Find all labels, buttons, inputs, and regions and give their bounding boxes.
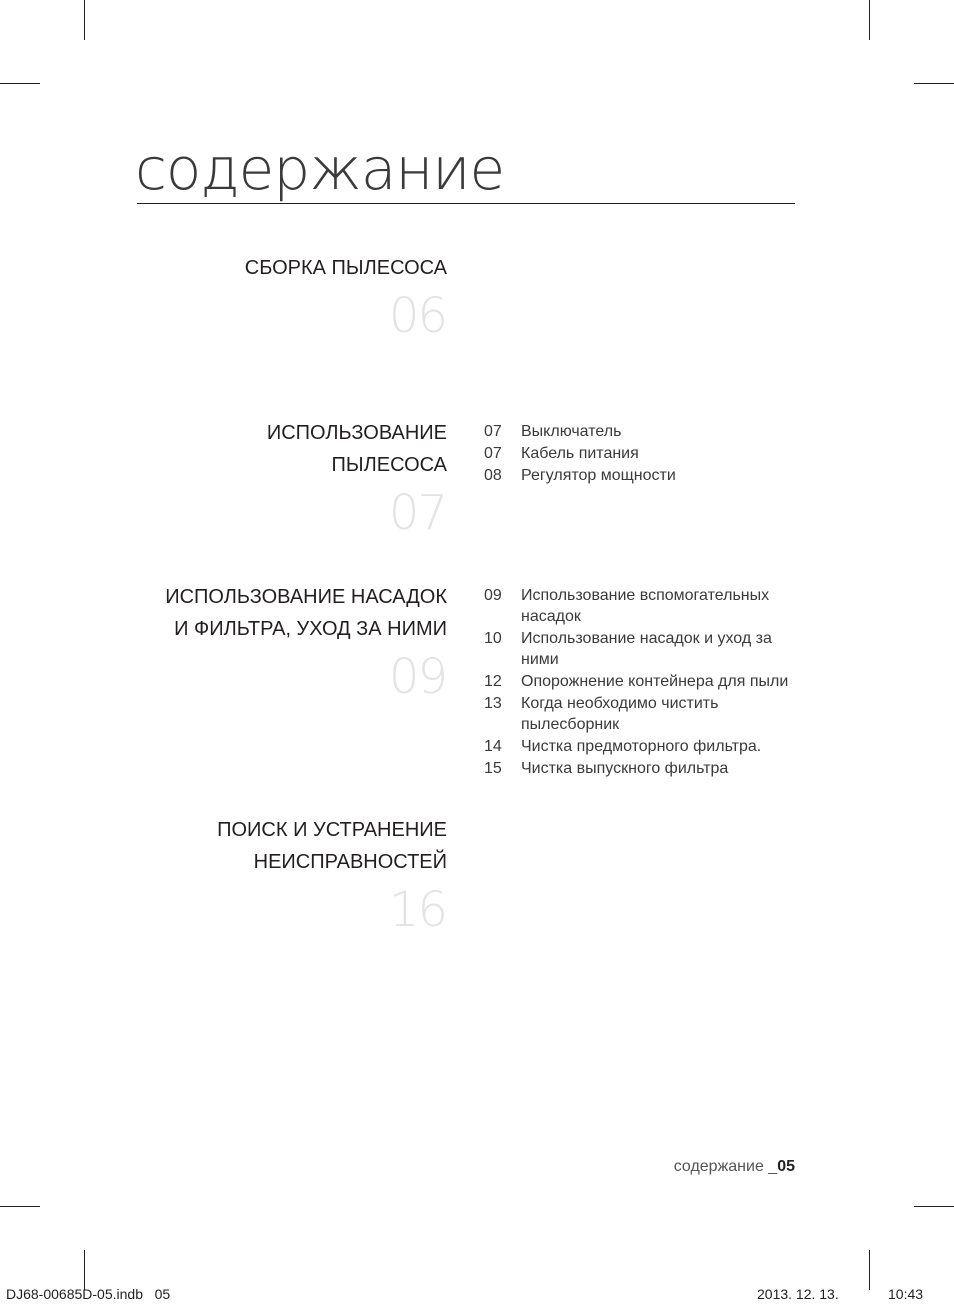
toc-entry-text: Выключатель: [521, 423, 622, 440]
toc-entry[interactable]: [484, 736, 804, 757]
section-page-number: 07: [388, 485, 446, 541]
section-heading: [100, 417, 447, 481]
toc-entry-text: Чистка выпускного фильтра: [521, 760, 729, 777]
crop-mark: [0, 1206, 40, 1207]
toc-entry-page: 12: [484, 673, 502, 690]
slug-time: 10:43: [888, 1286, 924, 1302]
crop-mark: [869, 0, 870, 40]
toc-entry-text: Когда необходимо чистить пылесборник: [521, 695, 719, 733]
toc-entry-page: 07: [484, 423, 502, 440]
crop-mark: [84, 1250, 85, 1290]
section-heading-line: НЕИСПРАВНОСТЕЙ: [253, 851, 447, 873]
footer-label: содержание _: [673, 1158, 778, 1175]
toc-entry-text: Кабель питания: [521, 445, 639, 462]
crop-mark: [0, 83, 40, 84]
section-heading-line: ПОИСК И УСТРАНЕНИЕ: [217, 819, 447, 841]
toc-entry-page: 08: [484, 467, 502, 484]
toc-entry[interactable]: [484, 758, 804, 779]
title-rule: [137, 203, 795, 204]
section-page-number: 06: [388, 288, 446, 344]
toc-section-troubleshooting: [100, 814, 447, 938]
slug-date: 2013. 12. 13.: [757, 1286, 839, 1302]
toc-entry-list: [484, 585, 804, 780]
toc-entry[interactable]: [484, 465, 804, 486]
section-heading: [100, 252, 447, 284]
toc-entry-list: [484, 421, 804, 487]
crop-mark: [84, 0, 85, 40]
toc-entry-text: Опорожнение контейнера для пыли: [521, 673, 789, 690]
crop-mark: [869, 1250, 870, 1290]
section-heading-line: ИСПОЛЬЗОВАНИЕ: [266, 422, 447, 444]
crop-mark: [914, 1206, 954, 1207]
section-heading: [100, 814, 447, 878]
toc-section-usage: [100, 417, 447, 541]
section-page-number: 16: [388, 882, 446, 938]
toc-entry-text: Регулятор мощности: [521, 467, 676, 484]
toc-entry-page: 15: [484, 760, 502, 777]
toc-section-attachments: [100, 581, 447, 705]
toc-entry[interactable]: [484, 421, 804, 442]
toc-entry-text: Использование вспомогательных насадок: [521, 587, 770, 625]
toc-entry[interactable]: [484, 671, 804, 692]
section-heading-line: И ФИЛЬТРА, УХОД ЗА НИМИ: [174, 618, 447, 640]
section-heading-line: ПЫЛЕСОСА: [331, 454, 447, 476]
slug-file: DJ68-00685D-05.indb 05: [6, 1286, 171, 1302]
toc-entry-page: 14: [484, 738, 502, 755]
page-footer: [674, 1158, 795, 1176]
toc-entry-page: 13: [484, 695, 502, 712]
crop-mark: [914, 83, 954, 84]
section-heading-line: СБОРКА ПЫЛЕСОСА: [244, 257, 447, 279]
toc-entry[interactable]: [484, 443, 804, 464]
toc-entry-page: 09: [484, 587, 502, 604]
page-title: содержание: [135, 135, 505, 203]
section-page-number: 09: [388, 649, 446, 705]
toc-section-assembly: [100, 252, 447, 344]
footer-page-number: 05: [777, 1158, 795, 1175]
toc-entry-text: Использование насадок и уход за ними: [521, 630, 772, 668]
toc-entry-page: 07: [484, 445, 502, 462]
section-heading-line: ИСПОЛЬЗОВАНИЕ НАСАДОК: [165, 586, 447, 608]
toc-entry[interactable]: [484, 693, 804, 735]
toc-entry-text: Чистка предмоторного фильтра.: [521, 738, 762, 755]
toc-entry[interactable]: [484, 585, 804, 627]
toc-entry-page: 10: [484, 630, 502, 647]
section-heading: [100, 581, 447, 645]
toc-entry[interactable]: [484, 628, 804, 670]
